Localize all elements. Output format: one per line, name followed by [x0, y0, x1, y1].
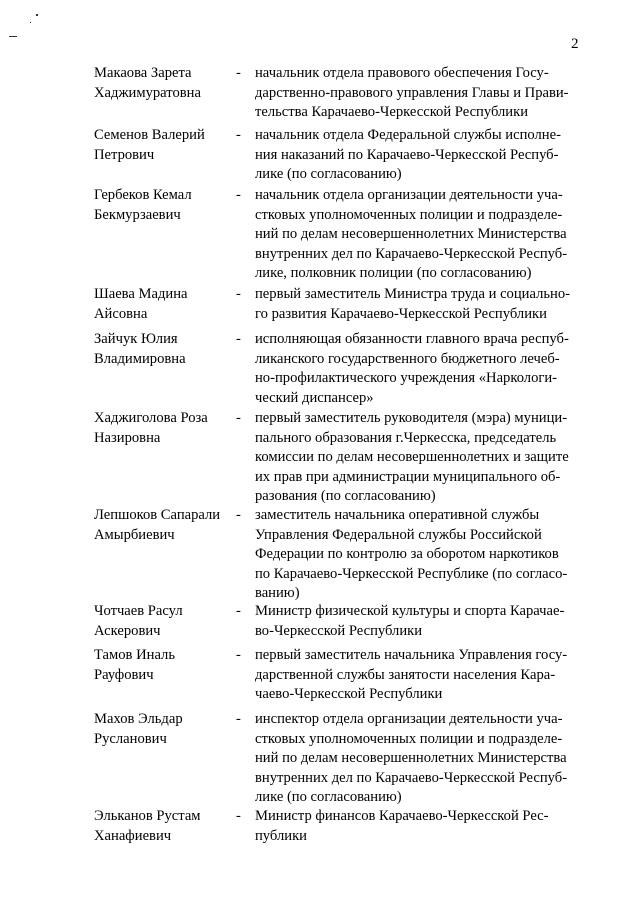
scan-speck: [36, 14, 38, 16]
member-position: исполняющая обязанности главного врача респуб- ликанского государственного бюджетного лечеб- но-профилактического учреждения «Наркологи- ческий диспансер»: [255, 331, 569, 406]
member-name: Тамов Иналь Рауфович: [94, 647, 175, 683]
member-name: Эльканов Рустам Ханафиевич: [94, 808, 201, 844]
member-name: Махов Эльдар Русланович: [94, 711, 183, 747]
separator-dash: -: [236, 65, 241, 81]
separator-dash: -: [236, 286, 241, 302]
page-number: 2: [571, 36, 579, 52]
member-position: начальник отдела Федеральной службы исполне- ния наказаний по Карачаево-Черкесской Респуб- лике (по согласованию): [255, 127, 561, 182]
separator-dash: -: [236, 808, 241, 824]
separator-dash: -: [236, 187, 241, 203]
separator-dash: -: [236, 410, 241, 426]
member-position: Министр физической культуры и спорта Карачае- во-Черкесской Республики: [255, 603, 565, 639]
member-position: первый заместитель начальника Управления госу- дарственной службы занятости населения Кара- чаево-Черкесской Республики: [255, 647, 568, 702]
member-position: первый заместитель Министра труда и социально- го развития Карачаево-Черкесской Республики: [255, 286, 570, 322]
separator-dash: -: [236, 603, 241, 619]
member-name: Шаева Мадина Айсовна: [94, 286, 188, 322]
member-name: Чотчаев Расул Аскерович: [94, 603, 183, 639]
member-name: Зайчук Юлия Владимировна: [94, 331, 186, 367]
member-position: начальник отдела правового обеспечения Госу- дарственно-правового управления Главы и Прави- тельства Карачаево-Черкесской Республики: [255, 65, 569, 120]
member-position: инспектор отдела организации деятельности уча- стковых уполномоченных полиции и подразделе- ний по делам несовершеннолетних Министерства внутренних дел по Карачаево-Черкесской Респуб- лике (по согласованию): [255, 711, 568, 805]
member-name: Хаджиголова Роза Назировна: [94, 410, 208, 446]
separator-dash: -: [236, 507, 241, 523]
member-position: заместитель начальника оперативной службы Управления Федеральной службы Российской Федерации по контролю за оборотом наркотиков по Карачаево-Черкесской Республике (по согласо- ванию): [255, 507, 568, 601]
member-position: первый заместитель руководителя (мэра) муници- пального образования г.Черкесска, председатель комиссии по делам несовершеннолетних и защите их прав при администрации муниципального об- разования (по согласованию): [255, 410, 569, 504]
scan-speck: [9, 36, 17, 37]
separator-dash: -: [236, 127, 241, 143]
separator-dash: -: [236, 331, 241, 347]
separator-dash: -: [236, 711, 241, 727]
scan-speck: [30, 22, 31, 23]
member-name: Лепшоков Сапарали Амырбиевич: [94, 507, 221, 543]
member-name: Семенов Валерий Петрович: [94, 127, 205, 163]
member-position: Министр финансов Карачаево-Черкесской Рес- публики: [255, 808, 549, 844]
member-name: Гербеков Кемал Бекмурзаевич: [94, 187, 192, 223]
member-name: Макаова Зарета Хаджимуратовна: [94, 65, 201, 101]
member-position: начальник отдела организации деятельности уча- стковых уполномоченных полиции и подразделе- ний по делам несовершеннолетних Министерства внутренних дел по Карачаево-Черкесской Респуб- лике, полковник полиции (по согласованию): [255, 187, 568, 281]
separator-dash: -: [236, 647, 241, 663]
